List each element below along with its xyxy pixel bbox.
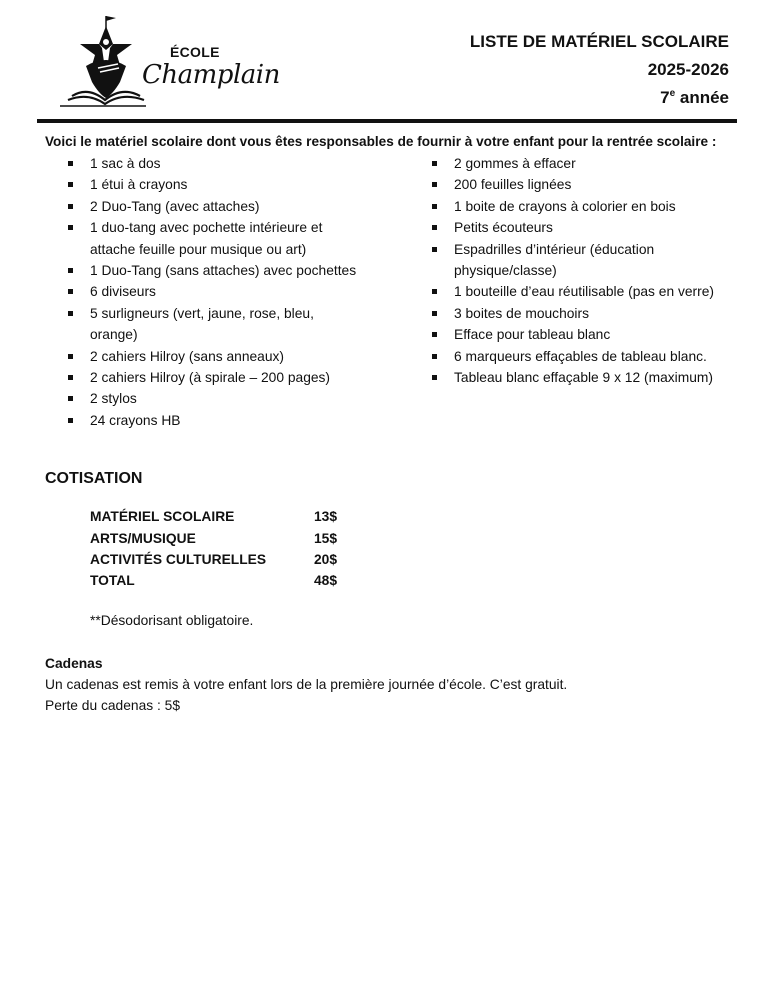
fee-label: TOTAL (90, 573, 135, 589)
list-item-text: 1 sac à dos (90, 156, 161, 171)
bullet-icon (432, 204, 437, 209)
list-item (68, 410, 368, 431)
fee-amount: 13$ (314, 509, 338, 525)
list-item-text: 2 cahiers Hilroy (sans anneaux) (90, 348, 285, 364)
school-year: 2025-2026 (647, 60, 729, 79)
bullet-icon (432, 289, 437, 294)
deodorant-note: **Désodorisant obligatoire. (90, 613, 254, 628)
intro-text: Voici le matériel scolaire dont vous êtes responsables de fournir à votre enfant pour la rentrée scolaire : (45, 134, 717, 149)
list-item (68, 346, 368, 367)
list-item (68, 388, 368, 409)
list-item (432, 174, 732, 195)
bullet-icon (432, 311, 437, 316)
list-item (432, 153, 732, 174)
logo-text-ecole: ÉCOLE (170, 44, 220, 60)
list-item-text: 24 crayons HB (90, 412, 181, 428)
logo-wordmark (142, 44, 280, 90)
list-item-text: 5 surligneurs (vert, jaune, rose, bleu, orange) (90, 305, 314, 343)
list-item (432, 303, 732, 324)
bullet-icon (68, 182, 73, 187)
table-row (90, 549, 337, 570)
list-item-text: 1 bouteille d’eau réutilisable (pas en verre) (454, 284, 714, 300)
list-item (432, 324, 732, 345)
bullet-icon (68, 289, 73, 294)
bullet-icon (68, 311, 73, 316)
bullet-icon (68, 161, 73, 166)
list-item (68, 260, 368, 281)
list-item-text: 2 stylos (90, 391, 137, 407)
fee-label: MATÉRIEL SCOLAIRE (90, 509, 235, 525)
supply-list-left (68, 153, 368, 431)
list-item (68, 367, 368, 388)
document-header (470, 28, 729, 112)
bullet-icon (68, 268, 73, 273)
table-row (90, 527, 337, 548)
list-item-text: 2 gommes à effacer (454, 156, 576, 171)
fee-label: ARTS/MUSIQUE (90, 530, 196, 546)
grade-number: 7 (660, 88, 670, 107)
cadenas-info: Un cadenas est remis à votre enfant lors de la première journée d’école. C’est gratuit. (45, 677, 568, 692)
list-item-text: 200 feuilles lignées (454, 177, 572, 193)
fee-amount: 20$ (314, 551, 338, 567)
cadenas-heading: Cadenas (45, 656, 103, 671)
grade-suffix: e (669, 88, 676, 99)
bullet-icon (68, 204, 73, 209)
school-logo (58, 14, 280, 110)
bullet-icon (432, 332, 437, 337)
fee-label: ACTIVITÉS CULTURELLES (90, 551, 267, 567)
bullet-icon (432, 161, 437, 166)
bullet-icon (432, 354, 437, 359)
bullet-icon (432, 375, 437, 380)
bullet-icon (68, 354, 73, 359)
cotisation-heading: COTISATION (45, 470, 143, 487)
list-item (432, 346, 732, 367)
list-item-text: 3 boites de mouchoirs (454, 305, 589, 321)
bullet-icon (68, 225, 73, 230)
supply-list-right (432, 153, 732, 388)
list-item-text: 1 duo-tang avec pochette intérieure et attache feuille pour musique ou art) (90, 220, 323, 257)
list-item-text: 1 étui à crayons (90, 177, 188, 193)
list-item (68, 153, 368, 174)
list-item (432, 217, 732, 238)
bullet-icon (432, 247, 437, 252)
header-divider (37, 119, 737, 123)
ship-star-book-icon (58, 14, 148, 110)
grade-word: année (675, 88, 729, 107)
list-item (432, 196, 732, 217)
list-item-text: 2 cahiers Hilroy (à spirale – 200 pages) (90, 370, 331, 386)
list-item-text: Espadrilles d’intérieur (éducation physique/classe) (454, 241, 655, 279)
fee-amount: 48$ (314, 573, 338, 589)
bullet-icon (432, 182, 437, 187)
list-item (68, 217, 345, 260)
list-item-text: 2 Duo-Tang (avec attaches) (90, 198, 260, 214)
logo-text-champlain: Champlain (142, 60, 280, 90)
list-item-text: 1 Duo-Tang (sans attaches) avec pochettes (90, 263, 357, 279)
table-row (90, 506, 337, 527)
list-item (432, 367, 732, 388)
list-item (68, 303, 350, 346)
bullet-icon (68, 396, 73, 401)
list-item-text: Efface pour tableau blanc (454, 327, 611, 343)
bullet-icon (68, 418, 73, 423)
list-item-text: 6 diviseurs (90, 284, 156, 300)
bullet-icon (68, 375, 73, 380)
grade-level (470, 84, 729, 112)
list-item-text: 1 boite de crayons à colorier en bois (454, 198, 676, 214)
bullet-icon (432, 225, 437, 230)
list-item (432, 239, 694, 282)
fee-amount: 15$ (314, 530, 338, 546)
list-item-text: Tableau blanc effaçable 9 x 12 (maximum) (454, 370, 713, 386)
list-item-text: 6 marqueurs effaçables de tableau blanc. (454, 348, 707, 364)
cadenas-loss-fee: Perte du cadenas : 5$ (45, 698, 180, 713)
table-row-total (90, 570, 337, 591)
list-item-text: Petits écouteurs (454, 220, 553, 236)
document-title: LISTE DE MATÉRIEL SCOLAIRE (469, 32, 729, 51)
list-item (432, 281, 732, 302)
list-item (68, 281, 368, 302)
list-item (68, 174, 368, 195)
fees-table (90, 506, 337, 592)
list-item (68, 196, 368, 217)
